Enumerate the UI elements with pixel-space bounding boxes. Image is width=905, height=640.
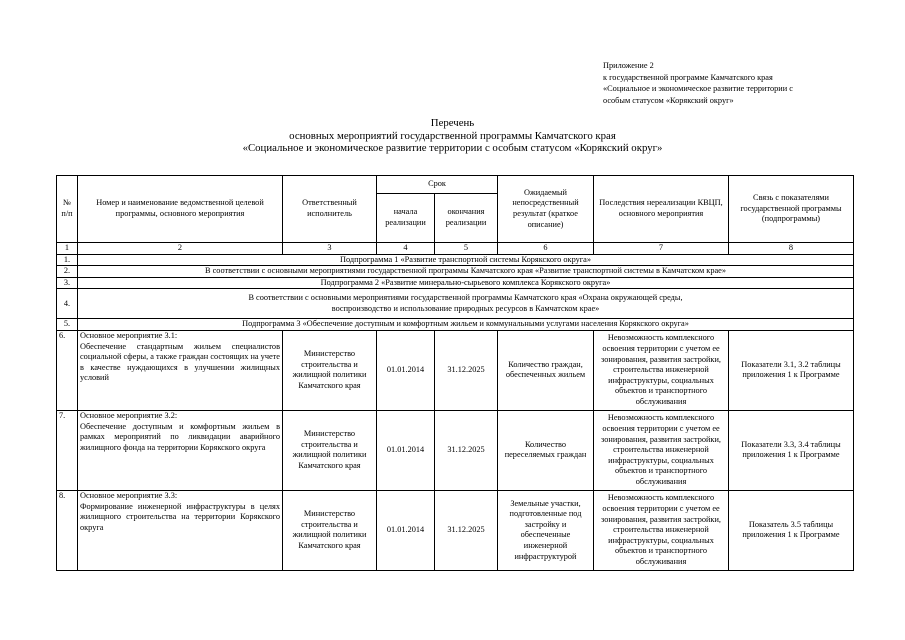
column-number: 6	[498, 243, 594, 255]
table-row	[57, 330, 854, 410]
row-number: 7.	[57, 410, 78, 490]
measure-name	[78, 410, 283, 490]
title-line: Перечень	[430, 117, 475, 129]
column-number: 3	[283, 243, 377, 255]
measures-table	[56, 175, 854, 571]
end-date: 31.12.2025	[435, 410, 498, 490]
start-date: 01.01.2014	[377, 410, 435, 490]
column-number: 7	[594, 243, 729, 255]
appendix-line: к государственной программе Камчатского края	[603, 72, 773, 82]
indicator-link-cell: Показатель 3.5 таблицы приложения 1 к Программе	[729, 490, 854, 570]
measure-text: Обеспечение доступным и комфортным жильем в рамках мероприятий по ликвидации аварийного жилищного фонда на территории Корякского округа	[80, 421, 280, 452]
section-title-line: воспроизводство и использование природных ресурсов в Камчатском крае»	[331, 303, 600, 313]
section-title: Подпрограмма 1 «Развитие транспортной системы Корякского округа»	[78, 254, 854, 266]
header-result: Ожидаемый непосредственный результат (краткое описание)	[498, 176, 594, 243]
section-title-line: В соответствии с основными мероприятиями государственной программы Камчатского края «Охрана окружающей среды,	[248, 293, 683, 303]
measure-title: Основное мероприятие 3.1:	[80, 330, 178, 340]
start-date: 01.01.2014	[377, 490, 435, 570]
row-number: 4.	[57, 289, 78, 319]
appendix-note	[603, 60, 893, 106]
title-line: основных мероприятий государственной программы Камчатского края	[289, 129, 616, 142]
appendix-line: Приложение 2	[603, 61, 654, 70]
document-title	[0, 117, 905, 155]
end-date: 31.12.2025	[435, 330, 498, 410]
table-row	[57, 490, 854, 570]
header-link: Связь с показателями государственной программы (подпрограммы)	[729, 176, 854, 243]
measure-text: Обеспечение стандартным жильем специалистов социальной сферы, а также граждан состоящих на учете в качестве нуждающихся в улучшении жилищных условий	[80, 341, 280, 383]
column-number: 8	[729, 243, 854, 255]
section-title: Подпрограмма 2 «Развитие минерально-сырьевого комплекса Корякского округа»	[78, 277, 854, 289]
header-consequences: Последствия нереализации КВЦП, основного мероприятия	[594, 176, 729, 243]
indicator-link-cell: Показатели 3.3, 3.4 таблицы приложения 1 к Программе	[729, 410, 854, 490]
measure-name	[78, 330, 283, 410]
section-title: В соответствии с основными мероприятиями государственной программы Камчатского края «Развитие транспортной системы в Камчатском крае»	[78, 266, 854, 278]
row-number: 6.	[57, 330, 78, 410]
measure-text: Формирование инженерной инфраструктуры в целях жилищного строительства на территории Корякского округа	[80, 501, 280, 532]
measure-title: Основное мероприятие 3.3:	[80, 490, 178, 500]
responsible-cell: Министерство строительства и жилищной политики Камчатского края	[283, 410, 377, 490]
start-date: 01.01.2014	[377, 330, 435, 410]
column-number: 5	[435, 243, 498, 255]
measure-name	[78, 490, 283, 570]
title-line: «Социальное и экономическое развитие территории с особым статусом «Корякский округ»	[242, 142, 663, 155]
header-end: окончания реализации	[435, 194, 498, 243]
appendix-line: особым статусом «Корякский округ»	[603, 95, 734, 105]
column-number-row	[57, 243, 854, 255]
column-number: 1	[57, 243, 78, 255]
row-number: 3.	[57, 277, 78, 289]
consequences-cell: Невозможность комплексного освоения территории с учетом ее зонирования, развития застройки, строительства инженерной инфраструктуры, социальных объектов и транспортного обслуживания	[594, 490, 729, 570]
section-title	[78, 289, 854, 319]
section-row	[57, 289, 854, 319]
section-title: Подпрограмма 3 «Обеспечение доступным и комфортным жильем и коммунальными услугами населения Корякского округа»	[78, 319, 854, 331]
column-number: 2	[78, 243, 283, 255]
row-number: 2.	[57, 266, 78, 278]
indicator-link-cell: Показатели 3.1, 3.2 таблицы приложения 1 к Программе	[729, 330, 854, 410]
header-row	[57, 176, 854, 194]
column-number: 4	[377, 243, 435, 255]
appendix-line: «Социальное и экономическое развитие территории с	[603, 84, 793, 94]
consequences-cell: Невозможность комплексного освоения территории с учетом ее зонирования, развития застройки, строительства инженерной инфраструктуры, социальных объектов и транспортного обслуживания	[594, 330, 729, 410]
section-row	[57, 319, 854, 331]
responsible-cell: Министерство строительства и жилищной политики Камчатского края	[283, 490, 377, 570]
table-row	[57, 410, 854, 490]
row-number: 1.	[57, 254, 78, 266]
row-number: 5.	[57, 319, 78, 331]
section-row	[57, 254, 854, 266]
responsible-cell: Министерство строительства и жилищной политики Камчатского края	[283, 330, 377, 410]
section-row	[57, 277, 854, 289]
consequences-cell: Невозможность комплексного освоения территории с учетом ее зонирования, развития застройки, строительства инженерной инфраструктуры, социальных объектов и транспортного обслуживания	[594, 410, 729, 490]
header-term: Срок	[377, 176, 498, 194]
result-cell: Количество граждан, обеспеченных жильем	[498, 330, 594, 410]
section-row	[57, 266, 854, 278]
end-date: 31.12.2025	[435, 490, 498, 570]
row-number: 8.	[57, 490, 78, 570]
header-name: Номер и наименование ведомственной целевой программы, основного мероприятия	[78, 176, 283, 243]
header-start: начала реализации	[377, 194, 435, 243]
measure-title: Основное мероприятие 3.2:	[80, 410, 178, 420]
header-num: № п/п	[57, 176, 78, 243]
result-cell: Земельные участки, подготовленные под застройку и обеспеченные инженерной инфраструктурой	[498, 490, 594, 570]
result-cell: Количество переселяемых граждан	[498, 410, 594, 490]
header-responsible: Ответственный исполнитель	[283, 176, 377, 243]
